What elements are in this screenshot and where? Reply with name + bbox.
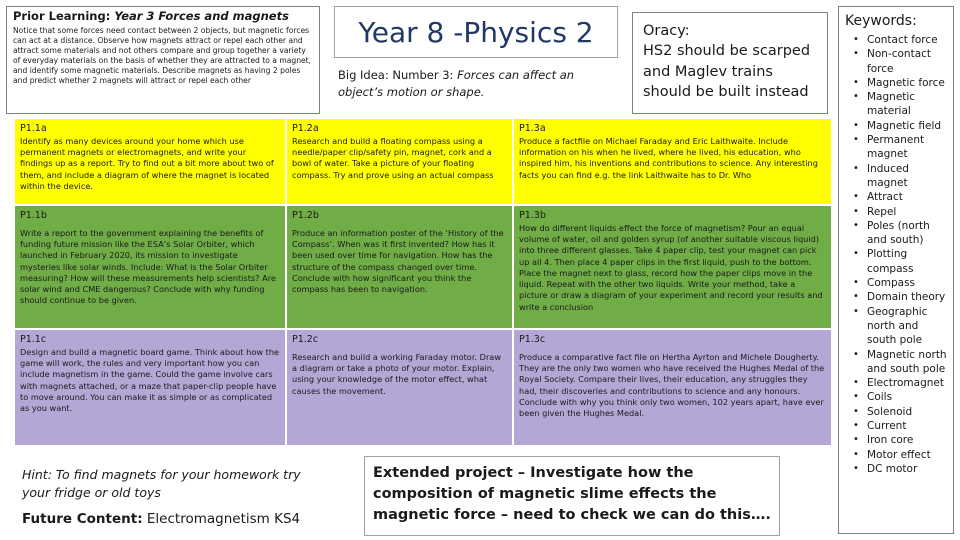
bullet-icon: • (853, 34, 859, 45)
keyword-item (845, 448, 947, 462)
keyword-text: Domain theory (867, 291, 946, 304)
keyword-text: Magnetic material (867, 91, 916, 118)
keyword-text: Current (867, 420, 907, 433)
task-p1-1a (14, 118, 286, 205)
extended-project-box: Extended project – Investigate how the composition of magnetic slime effects the magnetic force – need to check we can do this…. (364, 456, 780, 536)
task-text: Research and build a floating compass using a needle/paper clip/safety pin, magnet, cork and a bowl of water. Take a picture of your floating compass. Try and prove using an actual compass (292, 135, 494, 180)
task-text: Produce a factfile on Michael Faraday and Eric Laithwaite. Include information on his when he lived, where he lived, his education, who inspired him, his inventions and contributions to science. Any interesting facts you can find e.g. the link Laithwaite has to Dr. Who (519, 135, 818, 180)
bullet-icon: • (853, 448, 859, 460)
bullet-icon: • (853, 305, 859, 317)
oracy-box (632, 12, 828, 114)
keyword-text: Induced magnet (867, 162, 909, 189)
task-code: P1.1b (20, 210, 47, 221)
keyword-text: Permanent magnet (867, 134, 925, 161)
keywords-list (845, 33, 947, 476)
keyword-text: Plotting compass (867, 248, 914, 275)
oracy-line-1: HS2 should be scarped (643, 43, 811, 60)
task-code: P1.3a (519, 123, 546, 134)
task-p1-2b (286, 205, 513, 329)
bullet-icon: • (853, 191, 859, 203)
keyword-text: Magnetic north and south pole (867, 348, 947, 375)
oracy-line-3: should be built instead (643, 83, 809, 100)
bullet-icon: • (853, 434, 859, 446)
keyword-item (845, 162, 947, 191)
keyword-item (845, 276, 947, 290)
keywords-box (838, 6, 954, 534)
task-p1-1c (14, 329, 286, 446)
keywords-title: Keywords: (845, 13, 917, 29)
future-content-text: Electromagnetism KS4 (146, 511, 301, 527)
keyword-text: Solenoid (867, 405, 913, 418)
keyword-item (845, 419, 947, 433)
keyword-item (845, 305, 947, 348)
keyword-item (845, 348, 947, 377)
keyword-item (845, 205, 947, 219)
task-code: P1.1a (20, 123, 47, 134)
task-text: Identify as many devices around your home which use permanent magnets or electromagnets, and write your findings up as a report. Try to find out a bit more about two of them, and include a diagram of where the magnet is located within the device. (20, 135, 274, 191)
oracy-line-2: and Maglev trains (643, 63, 773, 80)
task-text: Design and build a magnetic board game. Think about how the game will work, the rules and very important how you can include magnetism in the game. Could the game involve cars with magnets attached, or a maze that paper-clip people have to move around. You can make it as simple or as complicated as you want. (20, 346, 280, 414)
bullet-icon: • (853, 248, 859, 260)
keyword-item (845, 76, 947, 90)
bullet-icon: • (853, 377, 859, 389)
homework-grid (14, 118, 832, 446)
bullet-icon: • (853, 277, 859, 289)
bullet-icon: • (853, 291, 859, 303)
keyword-text: Attract (867, 191, 903, 204)
task-p1-2a (286, 118, 513, 205)
task-code: P1.2b (292, 210, 319, 221)
task-code: P1.2a (292, 123, 319, 134)
bullet-icon: • (853, 391, 859, 403)
keyword-item (845, 119, 947, 133)
keyword-text: Iron core (867, 434, 914, 447)
prior-learning-label: Prior Learning: (13, 9, 111, 23)
keyword-text: Compass (867, 277, 916, 290)
task-p1-3c (513, 329, 832, 446)
bullet-icon: • (853, 76, 859, 88)
keyword-item (845, 90, 947, 119)
big-idea-text: Forces can affect an object’s motion or shape. (338, 68, 575, 99)
prior-learning-heading (13, 10, 313, 24)
keyword-text: Repel (867, 205, 897, 218)
bullet-icon: • (853, 205, 859, 217)
keyword-text: Electromagnet (867, 377, 944, 390)
keyword-text: Motor effect (867, 448, 931, 461)
task-text: Produce a comparative fact file on Hertha Ayrton and Michele Dougherty. They are the only two women who have received the Hughes Medal of the Royal Society. Compare their lives, their education, any struggles they had, their discoveries and contributions to science and any honours. Conclude with why you think only two women, 102 years apart, have ever been given the Hughes Medal. (519, 351, 825, 419)
bullet-icon: • (853, 134, 859, 146)
prior-learning-body: Notice that some forces need contact between 2 objects, but magnetic forces can act at a distance. Observe how magnets attract or repel each other and attract some materials and not others compare and group together a variety of everyday materials on the basis of whether they are attracted to a magnet, and identify some magnetic materials. Describe magnets as having 2 poles and predict whether 2 magnets will attract or repel each other (13, 25, 312, 86)
future-content-label: Future Content: (22, 511, 143, 527)
big-idea (338, 67, 608, 100)
task-p1-3a (513, 118, 832, 205)
keyword-text: Magnetic field (867, 119, 942, 132)
bullet-icon: • (853, 462, 859, 474)
keyword-item (845, 405, 947, 419)
bullet-icon: • (853, 219, 859, 231)
keyword-item (845, 47, 947, 76)
keyword-text: DC motor (867, 462, 918, 475)
keyword-text: Non-contact force (867, 48, 932, 75)
big-idea-label: Big Idea: Number 3: (338, 68, 454, 82)
task-text: How do different liquids effect the force of magnetism? Pour an equal volume of water, oil and golden syrup (of another suitable viscous liquid) into three different glasses. Take 4 paper clip, test your magnet can pick up all 4. Then place 4 paper clips in the first liquid, push to the bottom. Place the magnet next to glass, record how the paper clips move in the liquid. Repeat with the other two liquids. Write your method, take a picture or draw a diagram of your experiment and record your results and write a conclusion (519, 222, 823, 312)
task-p1-3b (513, 205, 832, 329)
task-p1-1b (14, 205, 286, 329)
keyword-item (845, 133, 947, 162)
keyword-item (845, 433, 947, 447)
task-p1-2c (286, 329, 513, 446)
keyword-text: Coils (867, 391, 893, 404)
task-code: P1.2c (292, 334, 319, 345)
bullet-icon: • (853, 48, 859, 60)
page-title: Year 8 -Physics 2 (334, 6, 618, 58)
bullet-icon: • (853, 91, 859, 103)
bullet-icon: • (853, 348, 859, 360)
bullet-icon: • (853, 119, 859, 131)
bullet-icon: • (853, 162, 859, 174)
oracy-label: Oracy: (643, 23, 690, 39)
keyword-item (845, 247, 947, 276)
prior-learning-box (6, 6, 320, 114)
task-code: P1.3c (519, 334, 546, 345)
task-text: Write a report to the government explaining the benefits of funding future mission like the ESA’s Solar Orbiter, which launched in February 2020, its mission to investigate mysteries like solar winds. Include: What is the Solar Orbiter measuring? How will these measurements help scientists? Are solar wind and CME dangerous? Conclude with why funding should continue to be given. (20, 227, 276, 306)
bullet-icon: • (853, 420, 859, 432)
keyword-item (845, 390, 947, 404)
task-code: P1.1c (20, 334, 47, 345)
keyword-text: Contact force (867, 34, 938, 46)
prior-learning-topic: Year 3 Forces and magnets (114, 9, 289, 23)
keyword-item (845, 219, 947, 248)
task-text: Research and build a working Faraday motor. Draw a diagram or take a photo of your motor. Explain, using your knowledge of the motor effect, what causes the movement. (292, 351, 502, 396)
keyword-item (845, 190, 947, 204)
hint-text: Hint: To find magnets for your homework try your fridge or old toys (22, 467, 301, 500)
keyword-text: Magnetic force (867, 76, 945, 89)
keyword-text: Geographic north and south pole (867, 305, 928, 347)
keyword-text: Poles (north and south) (867, 219, 930, 247)
bullet-icon: • (853, 405, 859, 417)
future-content (22, 511, 300, 527)
keyword-item (845, 462, 947, 476)
task-code: P1.3b (519, 210, 546, 221)
keyword-item (845, 33, 947, 47)
keyword-item (845, 376, 947, 390)
keyword-item (845, 290, 947, 304)
task-text: Produce an information poster of the ‘History of the Compass’. When was it first invented? How has it been used over time for navigation. How has the structure of the compass changed over time. Conclude with how significant you think the compass has been to navigation. (292, 227, 504, 295)
